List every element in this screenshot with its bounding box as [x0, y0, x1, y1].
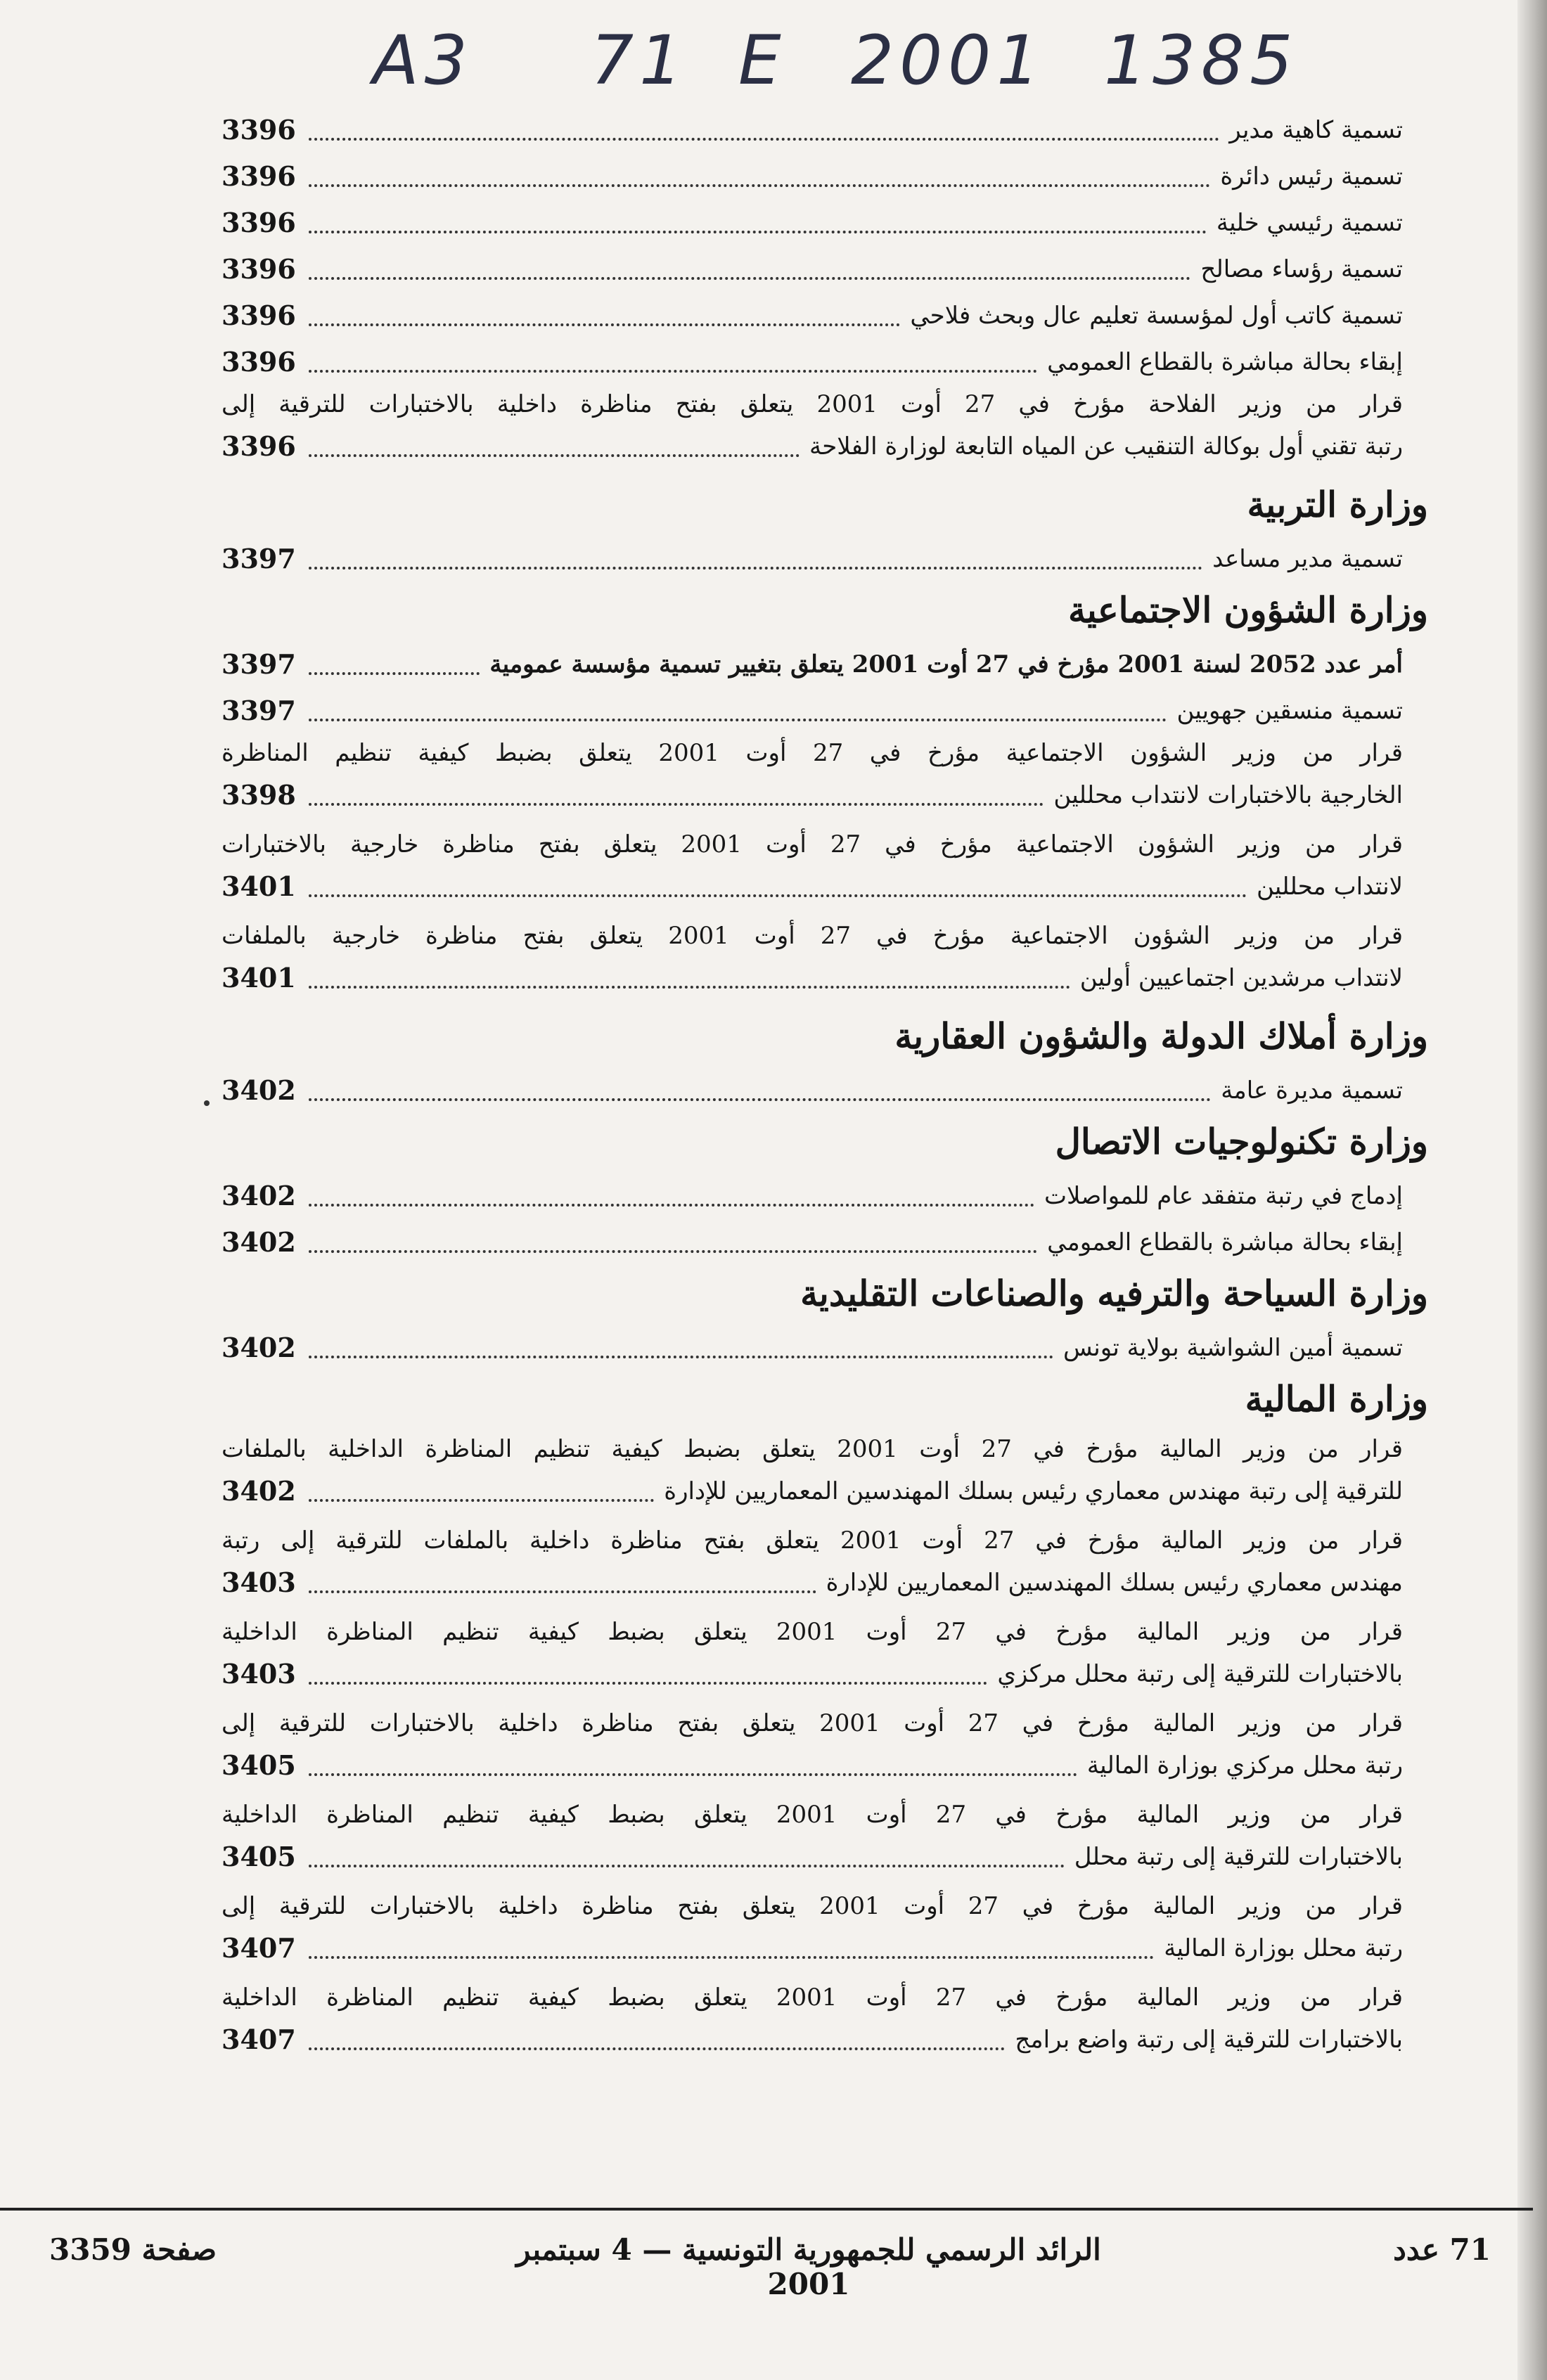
toc-entry[interactable]: [222, 1977, 1403, 2061]
entry-text-line: تسمية كاهية مدير: [1229, 116, 1403, 144]
handwritten-mark: A3: [373, 21, 473, 100]
ministry-heading: وزارة المالية: [1245, 1378, 1428, 1420]
toc-entry[interactable]: [222, 1886, 1403, 1970]
ministry-heading: وزارة السياحة والترفيه والصناعات التقليدية: [800, 1273, 1428, 1314]
toc-entry[interactable]: [222, 337, 1403, 384]
entry-page-number: 3407: [222, 1932, 296, 1964]
toc-entry[interactable]: [222, 1794, 1403, 1879]
entry-page-number: 3402: [222, 1226, 296, 1258]
entry-text-line: رتبة تقني أول بوكالة التنقيب عن المياه التابعة لوزارة الفلاحة: [809, 432, 1403, 461]
footer-rule: [0, 2208, 1533, 2211]
entry-text-line: قرار من وزير المالية مؤرخ في 27 أوت 2001 يتعلق بضبط كيفية تنظيم المناظرة الداخلية بالملفات: [222, 1435, 1403, 1463]
dot-leader: [309, 1773, 1077, 1776]
toc-entry[interactable]: [222, 1171, 1403, 1218]
entry-text-line: تسمية كاتب أول لمؤسسة تعليم عال وبحث فلاحي: [910, 302, 1403, 330]
toc-entry[interactable]: [222, 1612, 1403, 1696]
page-footer: [0, 2232, 1533, 2301]
toc-entry[interactable]: [222, 733, 1403, 817]
dot-leader: [309, 1098, 1211, 1101]
dot-leader: [309, 567, 1202, 570]
toc-entry[interactable]: [222, 1218, 1403, 1264]
entry-text-line: إبقاء بحالة مباشرة بالقطاع العمومي: [1047, 348, 1403, 376]
handwritten-mark: 71: [591, 21, 688, 100]
entry-text-line: الخارجية بالاختبارات لانتداب محللين: [1053, 781, 1403, 809]
ministry-heading: وزارة تكنولوجيات الاتصال: [1055, 1121, 1428, 1162]
dot-leader: [309, 1865, 1065, 1867]
toc-entry[interactable]: [222, 152, 1403, 198]
handwritten-mark: 1385: [1104, 21, 1299, 100]
entry-text-line: قرار من وزير المالية مؤرخ في 27 أوت 2001 يتعلق بضبط كيفية تنظيم المناظرة الداخلية: [222, 1618, 1403, 1646]
toc-entry[interactable]: [222, 534, 1403, 581]
entry-text-line: إدماج في رتبة متفقد عام للمواصلات: [1044, 1182, 1403, 1210]
dot-leader: [309, 1499, 654, 1502]
dot-leader: [309, 719, 1167, 721]
ministry-heading: وزارة التربية: [1247, 484, 1428, 525]
table-of-contents: [222, 105, 1428, 2069]
handwritten-mark: E: [738, 21, 787, 100]
entry-text-line: قرار من وزير المالية مؤرخ في 27 أوت 2001 يتعلق بفتح مناظرة داخلية بالملفات للترقية إلى رتبة: [222, 1526, 1404, 1555]
entry-text-line: قرار من وزير المالية مؤرخ في 27 أوت 2001 يتعلق بفتح مناظرة داخلية بالاختبارات للترقية إلى: [222, 1892, 1404, 1920]
toc-entry[interactable]: [222, 1429, 1403, 1513]
entry-text-line: تسمية منسقين جهويين: [1176, 697, 1403, 725]
entry-page-number: 3401: [222, 962, 296, 993]
entry-text-line: قرار من وزير الشؤون الاجتماعية مؤرخ في 27 أوت 2001 يتعلق بفتح مناظرة خارجية بالاختبارات: [222, 830, 1403, 858]
dot-leader: [309, 803, 1044, 806]
entry-text-line: قرار من وزير الفلاحة مؤرخ في 27 أوت 2001 يتعلق بفتح مناظرة داخلية بالاختبارات للترقية إلى: [222, 390, 1404, 418]
entry-page-number: 3402: [222, 1475, 296, 1507]
toc-entry[interactable]: [222, 1520, 1403, 1604]
dot-leader: [309, 1204, 1034, 1207]
dot-leader: [309, 184, 1210, 187]
entry-page-number: 3396: [222, 346, 296, 378]
toc-entry[interactable]: [222, 291, 1403, 337]
dot-leader: [309, 1356, 1053, 1358]
entry-text-line: رتبة محلل مركزي بوزارة المالية: [1086, 1751, 1403, 1780]
toc-entry[interactable]: [222, 1066, 1403, 1112]
page-edge-shadow: [1517, 0, 1547, 2380]
entry-text-line: بالاختبارات للترقية إلى رتبة واضع برامج: [1015, 2026, 1403, 2054]
entry-text-line: بالاختبارات للترقية إلى رتبة محلل مركزي: [997, 1660, 1403, 1688]
dot-leader: [309, 370, 1037, 373]
ministry-heading: وزارة أملاك الدولة والشؤون العقارية: [894, 1015, 1428, 1057]
entry-page-number: 3396: [222, 207, 296, 238]
entry-text-line: قرار من وزير الشؤون الاجتماعية مؤرخ في 27 أوت 2001 يتعلق بفتح مناظرة خارجية بالملفات: [222, 922, 1403, 950]
dot-leader: [309, 672, 480, 675]
entry-page-number: 3397: [222, 695, 296, 726]
dot-leader: [309, 1956, 1154, 1959]
entry-page-number: 3402: [222, 1332, 296, 1363]
toc-entry[interactable]: [222, 640, 1403, 686]
toc-entry[interactable]: [222, 824, 1403, 908]
handwritten-annotation: [373, 21, 1357, 120]
entry-text-line: رتبة محلل بوزارة المالية: [1164, 1934, 1403, 1962]
entry-page-number: 3398: [222, 779, 296, 811]
toc-entry[interactable]: [222, 1323, 1403, 1370]
toc-entry[interactable]: [222, 1703, 1403, 1787]
dot-leader: [309, 277, 1190, 280]
entry-text-line: تسمية مدير مساعد: [1212, 545, 1403, 573]
entry-text-line: قرار من وزير الشؤون الاجتماعية مؤرخ في 27 أوت 2001 يتعلق بضبط كيفية تنظيم المناظرة: [222, 739, 1403, 767]
entry-text-line: تسمية رئيس دائرة: [1220, 162, 1403, 191]
dot-leader: [309, 323, 900, 326]
dot-leader: [309, 986, 1070, 989]
dot-leader: [309, 1590, 816, 1593]
entry-text-line: لانتداب مرشدين اجتماعيين أولين: [1079, 964, 1403, 992]
entry-text-line: مهندس معماري رئيس بسلك المهندسين المعماريين للإدارة: [826, 1569, 1403, 1597]
toc-entry[interactable]: [222, 384, 1403, 468]
dot-leader: [309, 454, 800, 457]
stray-dot: [204, 1100, 210, 1106]
ministry-heading: وزارة الشؤون الاجتماعية: [1067, 589, 1428, 631]
entry-text-line: للترقية إلى رتبة مهندس معماري رئيس بسلك المهندسين المعماريين للإدارة: [664, 1477, 1403, 1505]
entry-text-line: بالاختبارات للترقية إلى رتبة محلل: [1074, 1843, 1403, 1871]
entry-page-number: 3397: [222, 648, 296, 680]
toc-entry[interactable]: [222, 245, 1403, 291]
toc-entry[interactable]: [222, 686, 1403, 733]
entry-page-number: 3396: [222, 430, 296, 462]
toc-entry[interactable]: [222, 915, 1403, 1000]
entry-page-number: 3405: [222, 1841, 296, 1872]
entry-text-line: تسمية أمين الشواشية بولاية تونس: [1063, 1334, 1403, 1362]
entry-page-number: 3396: [222, 114, 296, 146]
handwritten-mark: 2001: [851, 21, 1046, 100]
entry-page-number: 3403: [222, 1658, 296, 1690]
entry-page-number: 3396: [222, 300, 296, 331]
journal-title: الرائد الرسمي للجمهورية التونسية — 4 سبتمبر 2001: [516, 2232, 1101, 2301]
dot-leader: [309, 1250, 1037, 1253]
dot-leader: [309, 138, 1219, 141]
entry-page-number: 3401: [222, 870, 296, 902]
toc-entry[interactable]: [222, 105, 1403, 152]
entry-page-number: 3407: [222, 2024, 296, 2055]
dot-leader: [309, 894, 1247, 897]
toc-entry[interactable]: [222, 198, 1403, 245]
entry-page-number: 3397: [222, 543, 296, 574]
dot-leader: [309, 231, 1207, 233]
entry-text-line: قرار من وزير المالية مؤرخ في 27 أوت 2001 يتعلق بضبط كيفية تنظيم المناظرة الداخلية: [222, 1983, 1403, 2012]
entry-text-line: قرار من وزير المالية مؤرخ في 27 أوت 2001 يتعلق بفتح مناظرة داخلية بالاختبارات للترقية إلى: [222, 1709, 1404, 1737]
entry-page-number: 3405: [222, 1749, 296, 1781]
entry-page-number: 3396: [222, 253, 296, 285]
dot-leader: [309, 2047, 1005, 2050]
issue-number: 71 عدد: [1393, 2232, 1491, 2267]
entry-page-number: 3402: [222, 1180, 296, 1211]
entry-text-line: إبقاء بحالة مباشرة بالقطاع العمومي: [1047, 1228, 1403, 1256]
entry-page-number: 3402: [222, 1074, 296, 1106]
entry-text-line: تسمية رئيسي خلية: [1216, 209, 1403, 237]
entry-text-line: قرار من وزير المالية مؤرخ في 27 أوت 2001 يتعلق بضبط كيفية تنظيم المناظرة الداخلية: [222, 1801, 1403, 1829]
entry-text-line: أمر عدد 2052 لسنة 2001 مؤرخ في 27 أوت 2001 يتعلق بتغيير تسمية مؤسسة عمومية: [489, 650, 1403, 678]
page-number: صفحة 3359: [49, 2232, 217, 2267]
dot-leader: [309, 1682, 987, 1685]
entry-page-number: 3403: [222, 1567, 296, 1598]
entry-page-number: 3396: [222, 160, 296, 192]
entry-text-line: تسمية رؤساء مصالح: [1200, 255, 1403, 283]
entry-text-line: تسمية مديرة عامة: [1221, 1076, 1403, 1105]
entry-text-line: لانتداب محللين: [1256, 873, 1403, 901]
